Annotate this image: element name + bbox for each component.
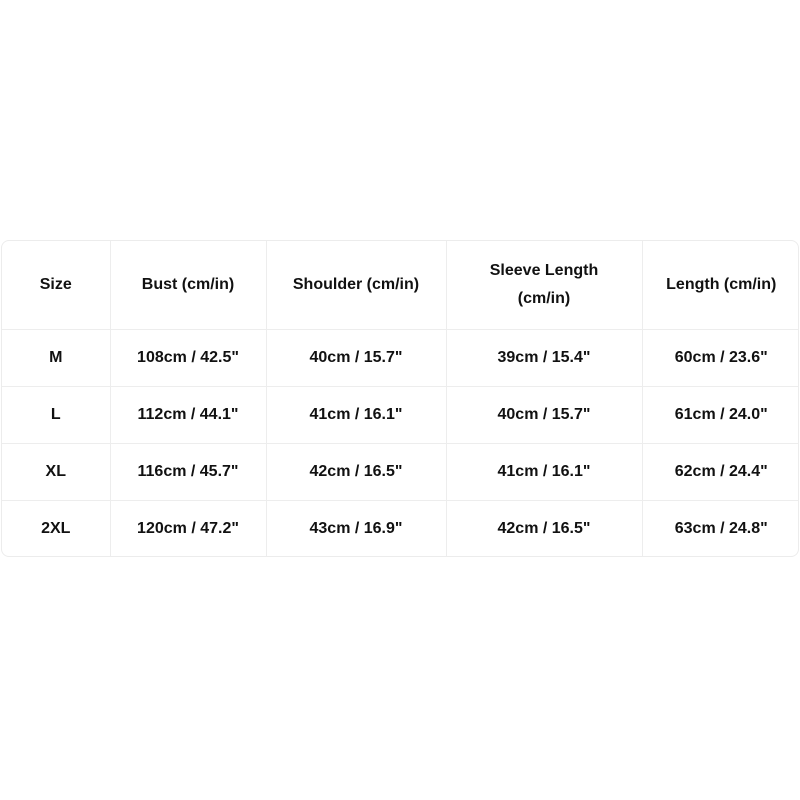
header-shoulder: Shoulder (cm/in) <box>266 241 446 329</box>
cell-length: 63cm / 24.8" <box>674 519 768 537</box>
size-chart-table <box>1 240 799 557</box>
cell-length: 60cm / 23.6" <box>642 329 799 386</box>
table-row <box>2 329 799 386</box>
size-table <box>2 241 799 557</box>
cell-shoulder: 42cm / 16.5" <box>266 443 446 500</box>
table-row <box>2 500 799 557</box>
header-bust: Bust (cm/in) <box>110 241 266 329</box>
cell-size: 2XL <box>2 500 110 557</box>
header-sleeve-length: Sleeve Length (cm/in) <box>446 241 642 329</box>
cell-shoulder: 40cm / 15.7" <box>266 329 446 386</box>
cell-size: L <box>2 386 110 443</box>
cell-shoulder: 43cm / 16.9" <box>266 500 446 557</box>
cell-bust: 108cm / 42.5" <box>110 329 266 386</box>
header-length: Length (cm/in) <box>642 241 799 329</box>
cell-shoulder: 41cm / 16.1" <box>266 386 446 443</box>
cell-length: 62cm / 24.4" <box>642 443 799 500</box>
cell-size: M <box>2 329 110 386</box>
cell-size: XL <box>2 443 110 500</box>
cell-bust: 116cm / 45.7" <box>110 443 266 500</box>
cell-sleeve-length: 41cm / 16.1" <box>446 443 642 500</box>
table-header-row <box>2 241 799 329</box>
cell-sleeve-length: 39cm / 15.4" <box>446 329 642 386</box>
table-row <box>2 386 799 443</box>
header-size: Size <box>2 241 110 329</box>
cell-bust: 112cm / 44.1" <box>110 386 266 443</box>
table-row <box>2 443 799 500</box>
cell-sleeve-length: 40cm / 15.7" <box>446 386 642 443</box>
cell-sleeve-length: 42cm / 16.5" <box>446 500 642 557</box>
cell-length: 61cm / 24.0" <box>642 386 799 443</box>
cell-bust: 120cm / 47.2" <box>110 500 266 557</box>
